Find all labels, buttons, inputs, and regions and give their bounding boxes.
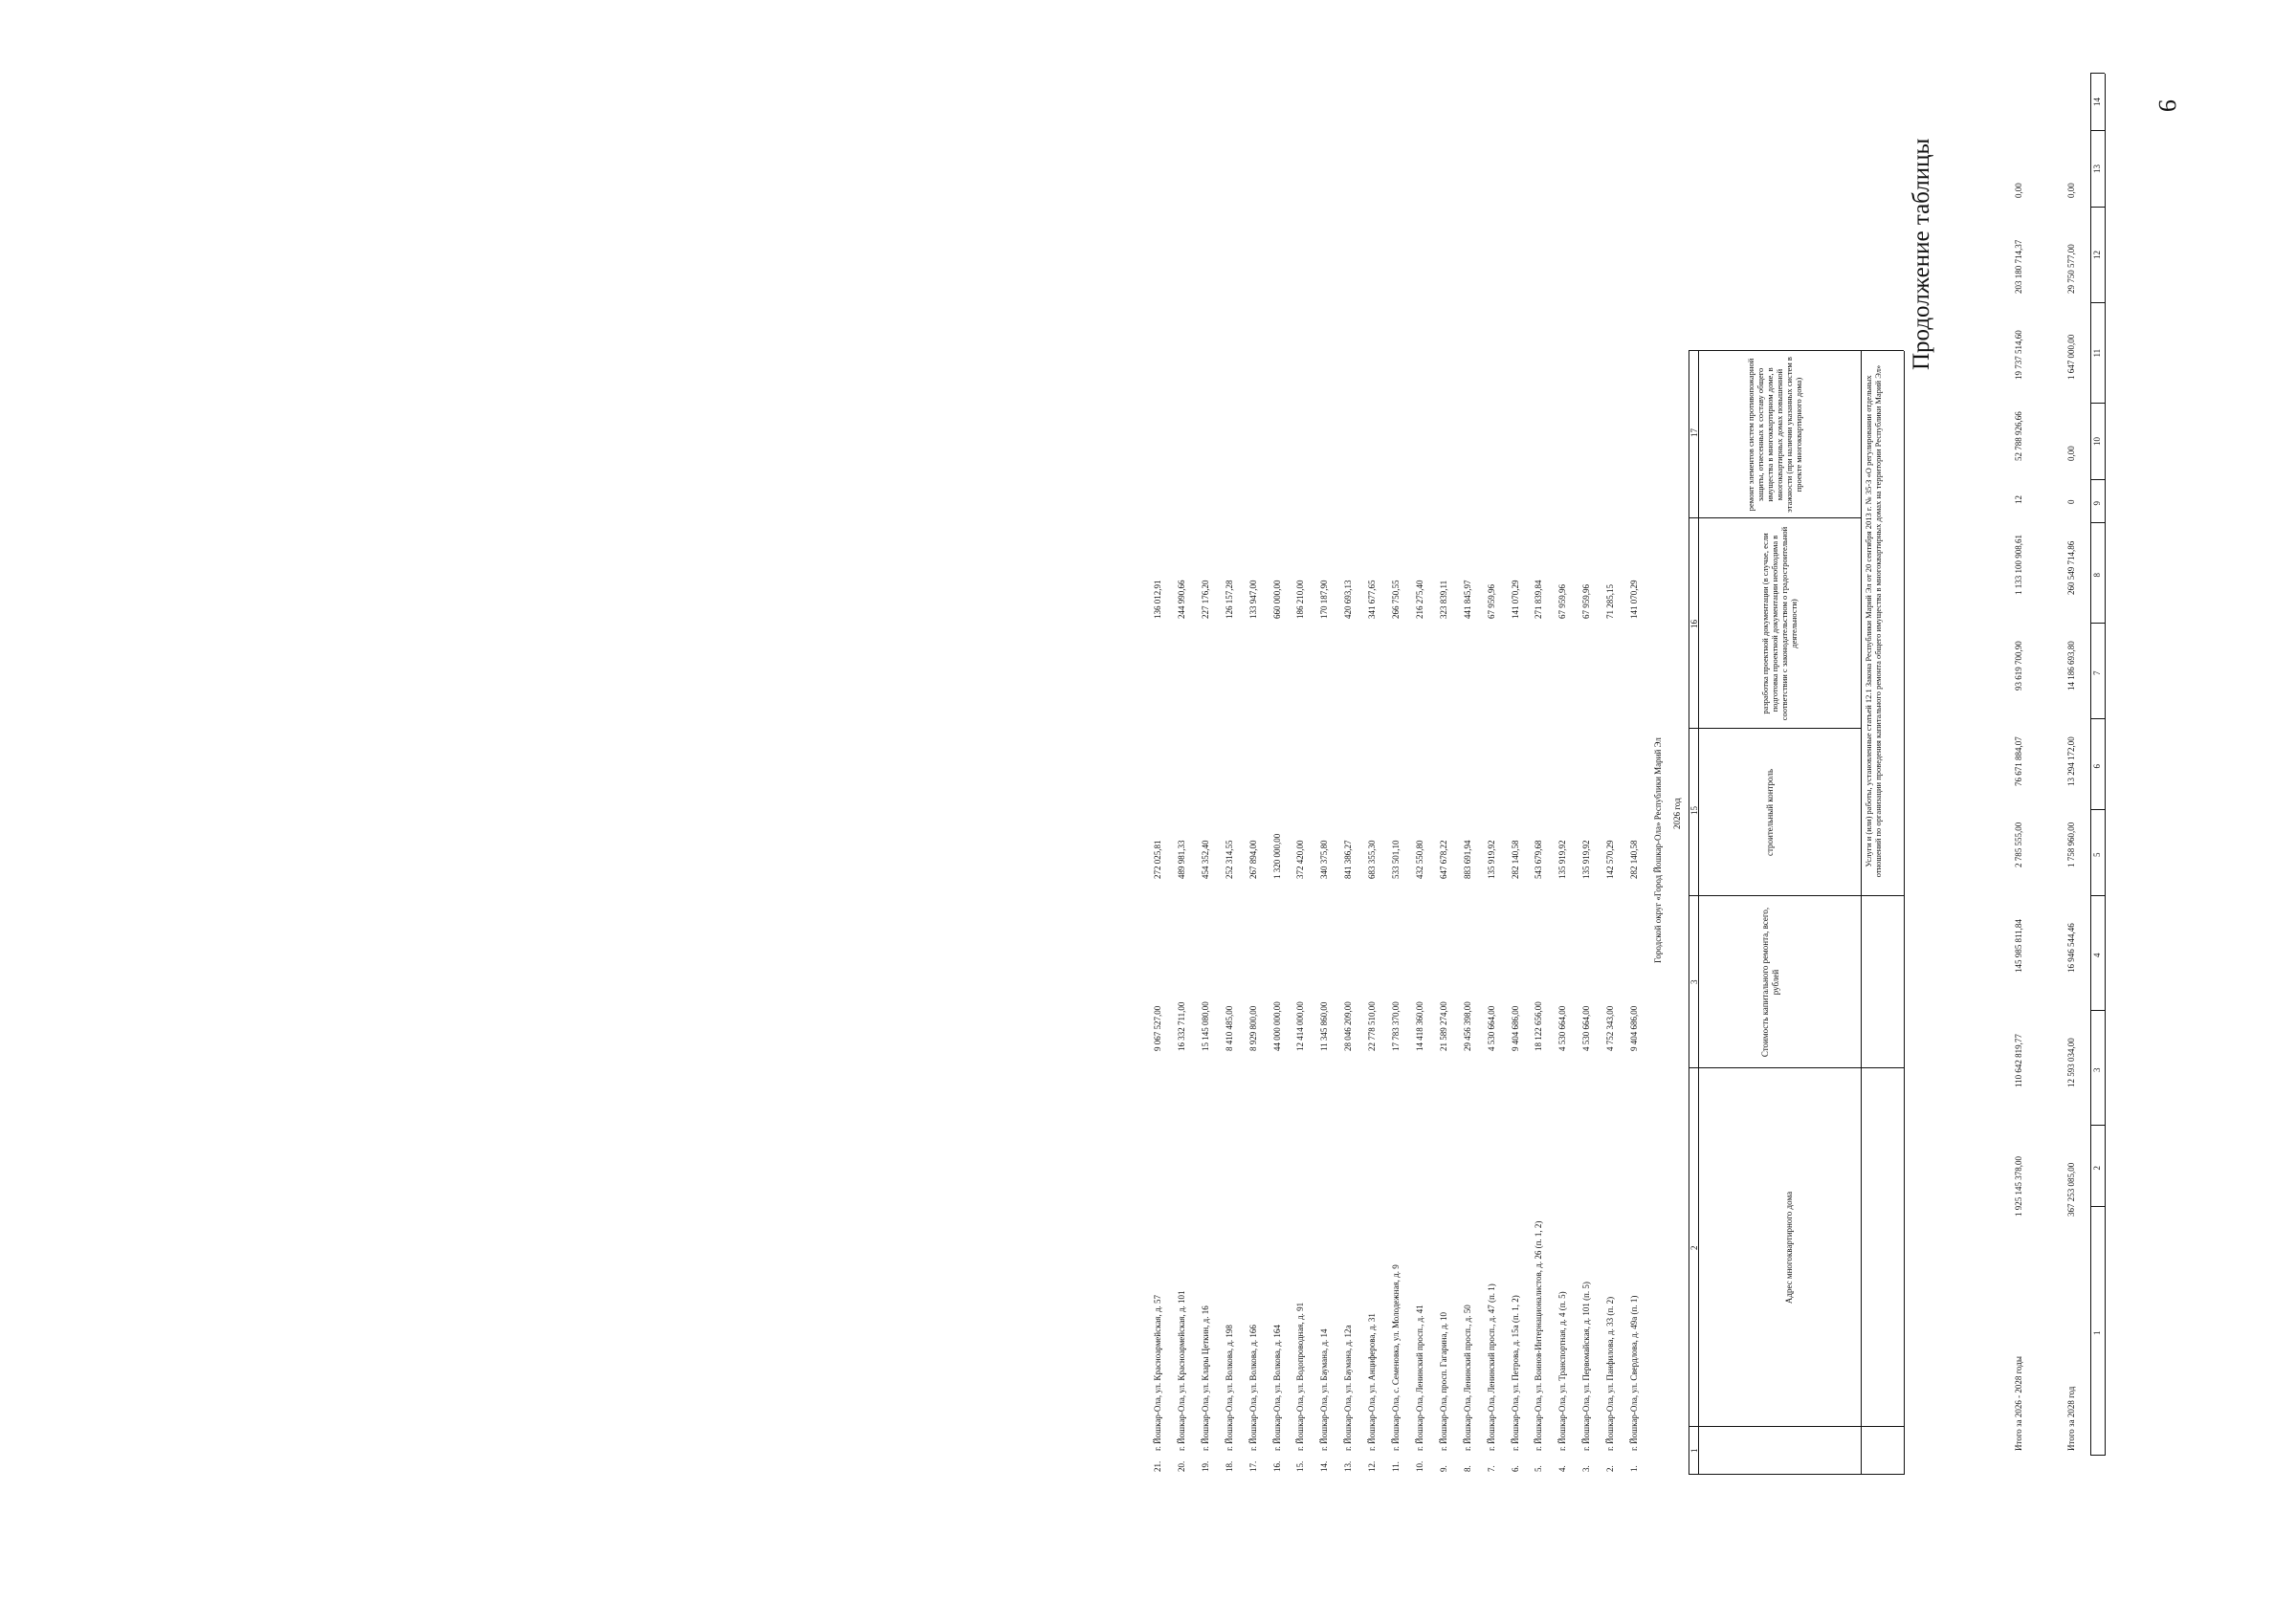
totals-cell: 0,00 (2014, 183, 2023, 198)
row-cost: 22 778 510,00 (1367, 1001, 1378, 1051)
row-n: 12. (1367, 1460, 1378, 1472)
row-n: 5. (1534, 1465, 1544, 1472)
totals-cell: 0,00 (2066, 183, 2076, 198)
totals-colnum: 3 (2092, 1067, 2102, 1072)
row-n: 17. (1247, 1460, 1258, 1472)
row-n: 4. (1557, 1465, 1568, 1472)
row-address: г. Йошкар-Ола, просп. Гагарина, д. 10 (1438, 1311, 1448, 1451)
row-cost: 14 418 360,00 (1414, 1001, 1424, 1051)
totals-cell: 19 737 514,60 (2014, 330, 2023, 380)
row-control: 133 947,00 (1247, 580, 1258, 619)
row-control: 227 176,20 (1200, 580, 1210, 619)
row-design: 489 981,33 (1176, 840, 1186, 879)
row-address: г. Йошкар-Ола, ул. Транспортная, д. 4 (п. 5) (1557, 1291, 1568, 1451)
row-cost: 21 589 274,00 (1438, 1001, 1448, 1051)
header-design: разработка проектной документации (в случае, если подготовка проектной документации необходима в соответствии с законодательством о градостроительной деятельности) (1760, 526, 1799, 721)
totals-colnum: 2 (2092, 1166, 2102, 1171)
row-address: г. Йошкар-Ола, ул. Панфилова, д. 33 (п. 2) (1605, 1296, 1616, 1451)
row-design: 883 691,94 (1462, 840, 1472, 879)
row-design: 543 679,68 (1534, 840, 1544, 879)
row-cost: 8 929 800,00 (1247, 1005, 1258, 1051)
row-address: г. Йошкар-Ола, ул. Клары Цеткин, д. 16 (1200, 1305, 1210, 1451)
totals-cell: 13 294 172,00 (2066, 736, 2076, 786)
totals-colnum: 11 (2092, 348, 2102, 358)
row-cost: 9 404 686,00 (1629, 1005, 1639, 1051)
totals-cell: 145 985 811,84 (2014, 919, 2023, 973)
row-control: 244 990,66 (1176, 580, 1186, 619)
row-address: г. Йошкар-Ола, Ленинский просп., д. 41 (1414, 1305, 1424, 1451)
row-cost: 9 067 527,00 (1153, 1005, 1162, 1051)
row-address: г. Йошкар-Ола, ул. Анциферова, д. 31 (1367, 1313, 1378, 1451)
row-control: 136 012,91 (1153, 580, 1162, 619)
totals-colnum: 4 (2092, 953, 2102, 957)
row-cost: 12 414 000,00 (1295, 1001, 1306, 1051)
row-control: 420 693,13 (1343, 580, 1354, 619)
row-control: 266 750,55 (1391, 580, 1401, 619)
row-cost: 8 410 485,00 (1224, 1005, 1234, 1051)
row-cost: 28 046 209,00 (1343, 1001, 1354, 1051)
row-cost: 17 783 370,00 (1391, 1001, 1401, 1051)
totals-colnum: 1 (2092, 1330, 2102, 1335)
row-address: г. Йошкар-Ола, ул. Баумана, д. 14 (1319, 1328, 1330, 1451)
row-design: 432 550,80 (1414, 840, 1424, 879)
totals-cell: 52 788 926,66 (2014, 411, 2023, 461)
row-control: 67 959,96 (1557, 584, 1568, 619)
row-n: 9. (1438, 1465, 1448, 1472)
totals-colnum: 7 (2092, 670, 2102, 675)
row-cost: 44 000 000,00 (1271, 1001, 1282, 1051)
totals-colnum: 13 (2092, 164, 2102, 173)
totals-cell: 1 925 145 378,00 (2014, 1156, 2023, 1217)
year-label: 2026 год (1672, 798, 1682, 829)
row-address: г. Йошкар-Ола, Ленинский просп., д. 47 (п. 1) (1486, 1283, 1496, 1451)
row-control: 341 677,65 (1367, 580, 1378, 619)
row-n: 21. (1153, 1460, 1162, 1472)
row-address: г. Йошкар-Ола, ул. Первомайская, д. 101 (п. 5) (1581, 1282, 1592, 1451)
row-address: г. Йошкар-Ола, ул. Воинов-Интернационалистов, д. 26 (п. 1, 2) (1534, 1220, 1544, 1451)
totals-colnum: 14 (2092, 98, 2102, 106)
totals-row-label: Итого за 2028 год (2066, 1386, 2076, 1451)
row-cost: 4 752 343,00 (1605, 1005, 1616, 1051)
totals-cell: 76 671 884,07 (2014, 736, 2023, 786)
row-control: 186 210,00 (1295, 580, 1306, 619)
header-colnum-15: 15 (1689, 806, 1699, 815)
district-label: Городской округ «Город Йошкар-Ола» Республики Марий Эл (1653, 737, 1663, 963)
header-fire: ремонт элементов систем противопожарной защиты, отнесенных к составу общего имущества в многоквартирном доме, в многоквартирных домах повышенной этажности (при наличии указанных систем в проекте многоквартирного дома) (1746, 357, 1803, 513)
totals-colnum: 8 (2092, 573, 2102, 578)
row-n: 6. (1510, 1465, 1520, 1472)
row-control: 126 157,28 (1224, 580, 1234, 619)
totals-cell: 1 647 000,00 (2066, 334, 2076, 380)
totals-colnum: 12 (2092, 251, 2102, 259)
row-address: г. Йошкар-Ола, ул. Волкова, д. 198 (1224, 1325, 1234, 1451)
row-cost: 29 456 398,00 (1462, 1001, 1472, 1051)
totals-cell: 0 (2066, 499, 2076, 504)
row-n: 13. (1343, 1460, 1354, 1472)
row-control: 67 959,96 (1581, 584, 1592, 619)
totals-cell: 1 758 960,00 (2066, 822, 2076, 867)
totals-cell: 367 253 085,00 (2066, 1162, 2076, 1217)
row-address: г. Йошкар-Ола, ул. Баумана, д. 12а (1343, 1325, 1354, 1451)
totals-cell: 260 549 714,86 (2066, 540, 2076, 595)
row-control: 141 070,29 (1510, 580, 1520, 619)
row-address: г. Йошкар-Ола, ул. Волкова, д. 164 (1271, 1325, 1282, 1451)
row-n: 3. (1581, 1465, 1592, 1472)
row-control: 660 000,00 (1271, 580, 1282, 619)
row-address: г. Йошкар-Ола, ул. Красноармейская, д. 57 (1153, 1294, 1162, 1451)
row-n: 2. (1605, 1465, 1616, 1472)
row-cost: 18 122 656,00 (1534, 1001, 1544, 1051)
header-control: строительный контроль (1765, 768, 1775, 857)
row-control: 141 070,29 (1629, 580, 1639, 619)
row-address: г. Йошкар-Ола, ул. Петрова, д. 15а (п. 1, 2) (1510, 1295, 1520, 1451)
totals-colnum: 5 (2092, 852, 2102, 857)
row-control: 71 285,15 (1605, 584, 1616, 619)
totals-colnum: 9 (2092, 501, 2102, 506)
header-colnum-16: 16 (1689, 620, 1699, 628)
row-design: 142 570,29 (1605, 840, 1616, 879)
row-control: 170 187,90 (1319, 580, 1330, 619)
row-n: 10. (1414, 1460, 1424, 1472)
row-n: 19. (1200, 1460, 1210, 1472)
row-design: 135 919,92 (1486, 840, 1496, 879)
header-colnum-2: 2 (1689, 1245, 1699, 1250)
row-cost: 4 530 664,00 (1486, 1005, 1496, 1051)
row-design: 841 386,27 (1343, 840, 1354, 879)
row-n: 15. (1295, 1460, 1306, 1472)
header-cost: Стоимость капитального ремонта, всего, рублей (1760, 907, 1780, 1058)
totals-cell: 12 593 034,00 (2066, 1038, 2076, 1087)
row-cost: 4 530 664,00 (1581, 1005, 1592, 1051)
totals-cell: 93 619 700,90 (2014, 641, 2023, 691)
row-n: 18. (1224, 1460, 1234, 1472)
header-colnum-17: 17 (1689, 428, 1699, 437)
row-address: г. Йошкар-Ола, ул. Красноармейская, д. 101 (1176, 1290, 1186, 1451)
row-design: 533 501,10 (1391, 840, 1401, 879)
header-colnum-3: 3 (1689, 979, 1699, 984)
row-address: г. Йошкар-Ола, ул. Водопроводная, д. 91 (1295, 1302, 1306, 1451)
row-design: 135 919,92 (1581, 840, 1592, 879)
row-control: 441 845,97 (1462, 580, 1472, 619)
totals-cell: 110 642 819,77 (2014, 1034, 2023, 1087)
totals-cell: 2 785 555,00 (2014, 822, 2023, 867)
row-cost: 16 332 711,00 (1176, 1001, 1186, 1051)
row-address: г. Йошкар-Ола, ул. Волкова, д. 166 (1247, 1325, 1258, 1451)
page-number: 9 (2153, 99, 2181, 112)
row-address: г. Йошкар-Ола, с. Семеновка, ул. Молодежная, д. 9 (1391, 1264, 1401, 1451)
row-design: 647 678,22 (1438, 840, 1448, 879)
row-n: 16. (1271, 1460, 1282, 1472)
row-design: 1 320 000,00 (1271, 833, 1282, 879)
totals-cell: 0,00 (2066, 446, 2076, 461)
row-control: 271 839,84 (1534, 580, 1544, 619)
row-n: 7. (1486, 1465, 1496, 1472)
totals-cell: 14 186 693,80 (2066, 641, 2076, 691)
row-design: 272 025,81 (1153, 840, 1162, 879)
row-control: 323 839,11 (1438, 580, 1448, 619)
totals-cell: 29 750 577,00 (2066, 244, 2076, 294)
header-address: Адрес многоквартирного дома (1784, 1191, 1794, 1305)
row-design: 372 420,00 (1295, 840, 1306, 879)
document-sheet (1148, 0, 2296, 1623)
row-n: 8. (1462, 1465, 1472, 1472)
totals-cell: 203 180 714,37 (2014, 239, 2023, 294)
row-address: г. Йошкар-Ола, ул. Свердлова, д. 49а (п. 1) (1629, 1295, 1639, 1451)
totals-cell: 12 (2014, 495, 2023, 504)
totals-colnum: 6 (2092, 764, 2102, 769)
row-design: 683 355,30 (1367, 840, 1378, 879)
row-control: 67 959,96 (1486, 584, 1496, 619)
row-cost: 15 145 080,00 (1200, 1001, 1210, 1051)
totals-cell: 1 133 100 908,61 (2014, 535, 2023, 595)
row-cost: 9 404 686,00 (1510, 1005, 1520, 1051)
row-design: 267 894,00 (1247, 840, 1258, 879)
row-design: 135 919,92 (1557, 840, 1568, 879)
row-design: 252 314,55 (1224, 840, 1234, 879)
totals-cell: 16 946 544,46 (2066, 923, 2076, 973)
row-design: 340 375,80 (1319, 840, 1330, 879)
continuation-title: Продолжение таблицы (1909, 138, 1934, 370)
row-n: 1. (1629, 1465, 1639, 1472)
row-address: г. Йошкар-Ола, Ленинский просп., д. 50 (1462, 1305, 1472, 1451)
row-design: 454 352,40 (1200, 840, 1210, 879)
totals-colnum: 10 (2092, 437, 2102, 446)
row-n: 20. (1176, 1460, 1186, 1472)
row-design: 282 140,58 (1629, 840, 1639, 879)
row-cost: 4 530 664,00 (1557, 1005, 1568, 1051)
header-group: Услуги и (или) работы, установленные статьей 12.1 Закона Республики Марий Эл от 20 сентября 2013 г. № 35-З «О регулировании отдельных отношений по организации проведения капитального ремонта общего имущества в многоквартирных домах на территории Республики Марий Эл» (1864, 364, 1883, 878)
row-n: 14. (1319, 1460, 1330, 1472)
row-design: 282 140,58 (1510, 840, 1520, 879)
totals-row-label: Итого за 2026 - 2028 годы (2014, 1356, 2023, 1451)
row-n: 11. (1391, 1461, 1401, 1472)
header-colnum-1: 1 (1689, 1448, 1699, 1453)
row-control: 216 275,40 (1414, 580, 1424, 619)
row-cost: 11 345 860,00 (1319, 1001, 1330, 1051)
